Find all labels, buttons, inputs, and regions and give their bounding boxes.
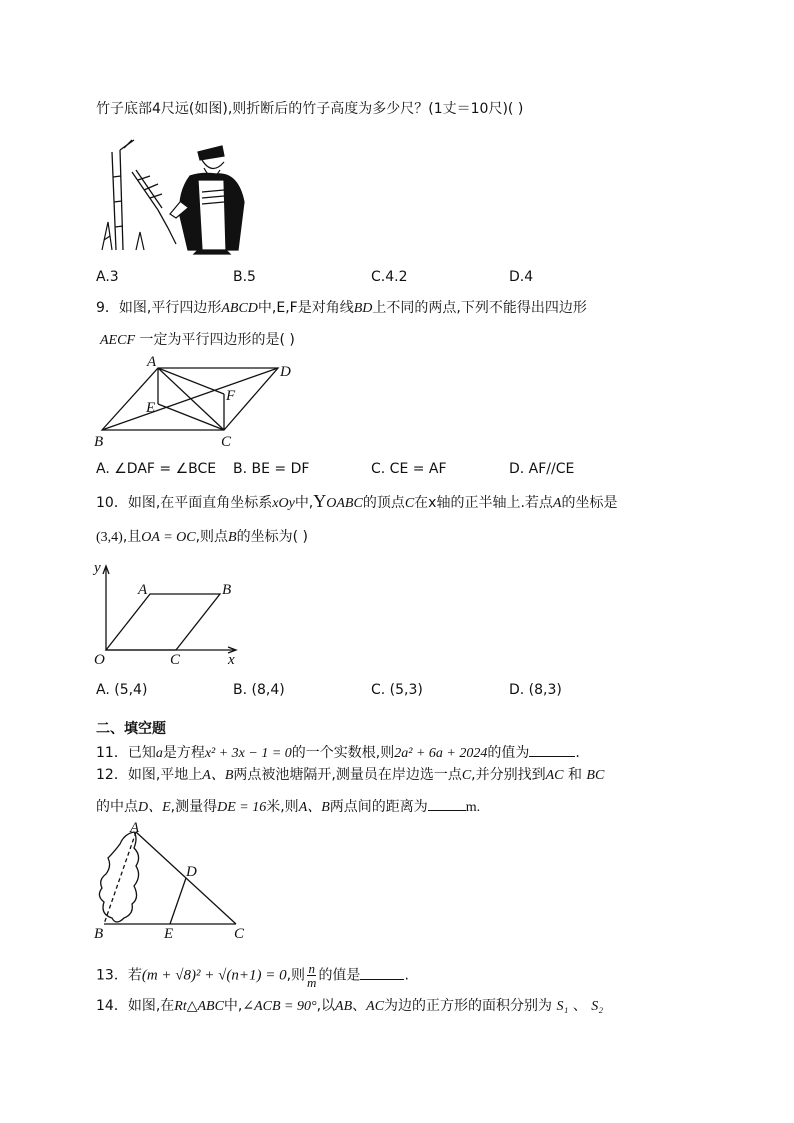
- q9-label-c: C: [221, 434, 232, 450]
- q10-label-y: y: [94, 560, 101, 576]
- q9-stem-line1: 9．如图,平行四边形ABCD中,E,F是对角线BD上不同的两点,下列不能得出四边形: [96, 300, 587, 316]
- q13-answer-blank[interactable]: [360, 967, 404, 980]
- q8-option-d[interactable]: D.4: [509, 269, 534, 285]
- q10-label-o: O: [94, 652, 105, 668]
- q9-option-a[interactable]: A. ∠DAF = ∠BCE: [96, 461, 217, 477]
- q10-label-b: B: [222, 582, 232, 598]
- q11-answer-blank[interactable]: [529, 744, 575, 757]
- q9-label-b: B: [94, 434, 104, 450]
- q12-answer-blank[interactable]: [428, 798, 466, 811]
- q8-option-c[interactable]: C.4.2: [371, 269, 408, 285]
- q10-option-b[interactable]: B. (8,4): [233, 682, 285, 698]
- q12-stem-line2: 的中点D、E,测量得DE = 16米,则A、B两点间的距离为 m.: [96, 799, 481, 815]
- section-fill-in-blank-heading: 二、填空题: [96, 721, 166, 737]
- q10-option-c[interactable]: C. (5,3): [371, 682, 423, 698]
- q12-pond-figure: [90, 822, 250, 942]
- q12-label-b: B: [94, 926, 104, 942]
- q8-text: 竹子底部4尺远(如图),则折断后的竹子高度为多少尺？(1丈＝10尺)( ): [96, 101, 524, 117]
- q12-stem-line1: 12．如图,平地上A、B两点被池塘隔开,测量员在岸边选一点C,并分别找到AC 和 BC: [96, 767, 605, 783]
- q10-label-c: C: [170, 652, 181, 668]
- scholar-figure: [170, 146, 244, 254]
- q9-label-e: E: [146, 400, 156, 416]
- q9-option-c[interactable]: C. CE = AF: [371, 461, 447, 477]
- q13-stem: 13．若(m + √8)² + √(n+1) = 0,则 $\frac{n}{m}$ 的值是 .: [96, 961, 409, 990]
- q11-stem: 11．已知a是方程x² + 3x − 1 = 0的一个实数根,则2a² + 6a + 2024的值为 .: [96, 745, 580, 761]
- q9-label-f: F: [226, 388, 236, 404]
- q14-stem: 14．如图,在Rt△ABC中,∠ACB = 90°,以AB、AC为边的正方形的面积分别为 S₁ 、 S₂: [96, 998, 604, 1014]
- q9-parallelogram-figure: [92, 356, 302, 448]
- q12-label-e: E: [164, 926, 174, 942]
- q10-label-x: x: [228, 652, 235, 668]
- q9-label-a: A: [147, 354, 157, 370]
- q9-label-d: D: [280, 364, 291, 380]
- q10-option-d[interactable]: D. (8,3): [509, 682, 562, 698]
- q12-label-d: D: [186, 864, 197, 880]
- q8-option-a[interactable]: A.3: [96, 269, 119, 285]
- q10-coordinate-figure: [92, 560, 242, 666]
- bamboo-stalk: [112, 140, 176, 250]
- q9-stem-line2: AECF 一定为平行四边形的是( ): [100, 332, 295, 348]
- q10-option-a[interactable]: A. (5,4): [96, 682, 148, 698]
- q10-label-a: A: [138, 582, 148, 598]
- q12-label-a: A: [130, 820, 140, 836]
- q10-stem-line2: (3,4),且OA = OC,则点B的坐标为( ): [96, 529, 308, 545]
- q13-fraction: $\frac{n}{m}$: [307, 961, 317, 990]
- q8-option-b[interactable]: B.5: [233, 269, 256, 285]
- q10-stem-line1: 10．如图,在平面直角坐标系xOy中,YOABC的顶点C在x轴的正半轴上.若点A的坐标是: [96, 491, 618, 511]
- q12-label-c: C: [234, 926, 245, 942]
- q9-option-d[interactable]: D. AF//CE: [509, 461, 575, 477]
- q8-illustration: [98, 132, 248, 254]
- q9-option-b[interactable]: B. BE = DF: [233, 461, 310, 477]
